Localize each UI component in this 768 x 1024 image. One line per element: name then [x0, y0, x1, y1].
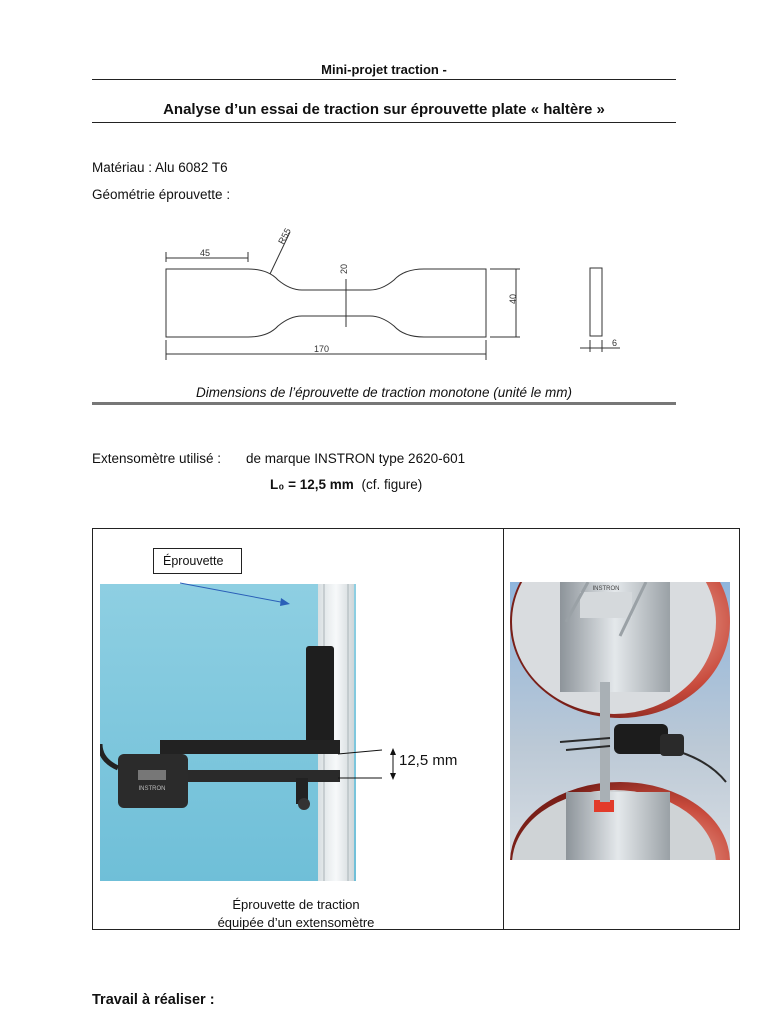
- specimen-outline: [166, 269, 486, 337]
- dim-170-label: 170: [314, 344, 330, 354]
- gauge-length-ref: (cf. figure): [361, 477, 423, 492]
- figure-caption-line1: Éprouvette de traction: [232, 897, 360, 912]
- figure-caption-line2: équipée d’un extensomètre: [217, 915, 375, 930]
- figure-caption: [194, 896, 398, 932]
- section-heading: Travail à réaliser :: [92, 992, 215, 1008]
- dim-45-label: 45: [200, 248, 211, 258]
- gauge-dimension: [338, 740, 398, 790]
- extensometer-photo: [100, 584, 356, 881]
- page-title: Analyse d’un essai de traction sur éprouvette plate « haltère »: [163, 101, 605, 118]
- page-subtitle: Mini-projet traction -: [321, 62, 447, 77]
- geometry-label: Géométrie éprouvette :: [92, 187, 231, 202]
- gauge-length-value: L₀ = 12,5 mm: [270, 477, 354, 492]
- extensometer-value: de marque INSTRON type 2620-601: [246, 451, 466, 466]
- extensometer-label: Extensomètre utilisé :: [92, 451, 222, 466]
- machine-brand-text: INSTRON: [592, 586, 620, 592]
- testing-machine-photo: [510, 582, 730, 860]
- dim-40-label: 40: [508, 293, 518, 304]
- specimen-callout: Éprouvette: [153, 548, 242, 574]
- drawing-caption: Dimensions de l’éprouvette de traction monotone (unité le mm): [196, 385, 572, 400]
- dim-20-label: 20: [339, 263, 349, 274]
- table-divider: [503, 529, 504, 929]
- divider: [92, 402, 676, 405]
- dim-r55-label: R55: [276, 226, 293, 246]
- specimen-drawing: [150, 212, 630, 372]
- divider: [92, 79, 676, 80]
- dim-6-label: 6: [612, 338, 618, 348]
- divider: [92, 122, 676, 123]
- gauge-length: [270, 477, 422, 492]
- material-line: Matériau : Alu 6082 T6: [92, 160, 228, 175]
- instron-logo-text: INSTRON: [138, 786, 166, 792]
- callout-arrow: [160, 575, 300, 615]
- gauge-dimension-label: 12,5 mm: [399, 752, 458, 769]
